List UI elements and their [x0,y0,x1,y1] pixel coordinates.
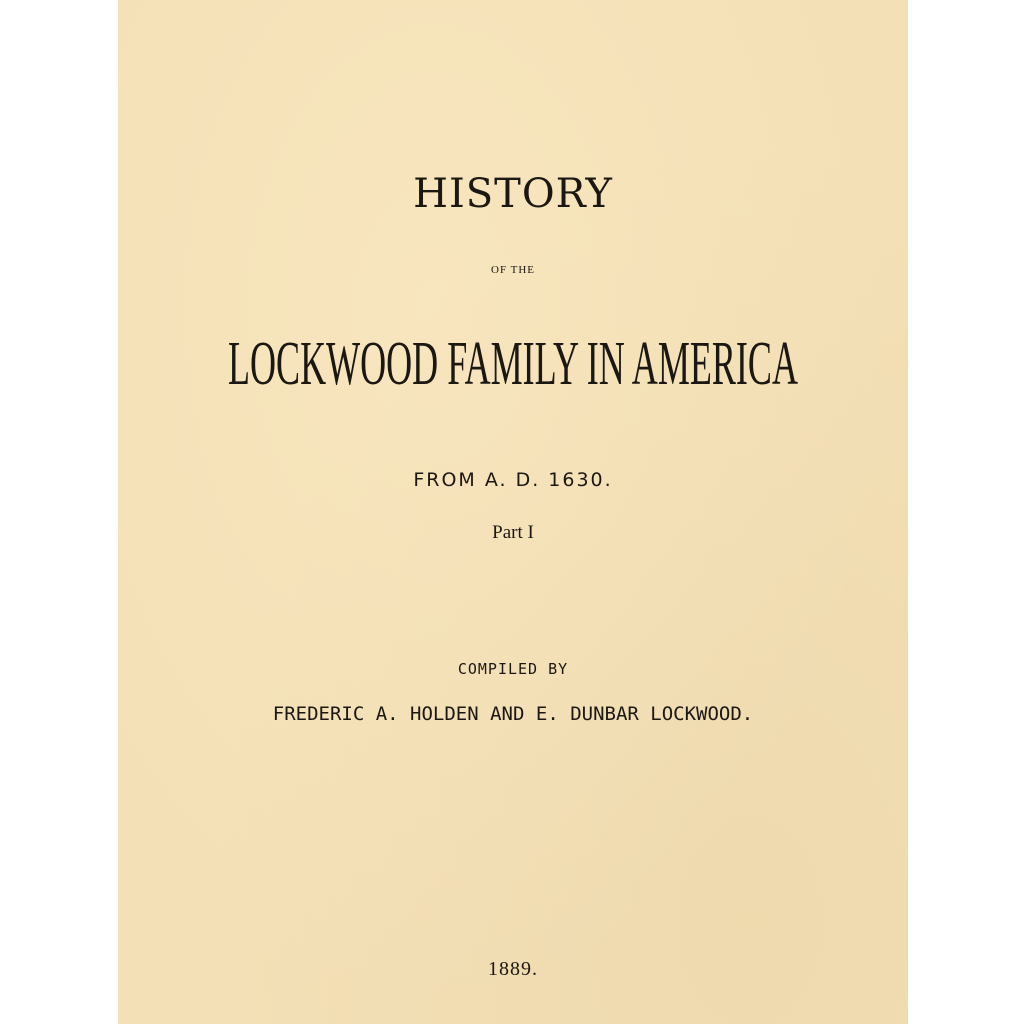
family-title [118,318,908,398]
part-label: Part I [492,522,534,543]
heading-history: HISTORY [413,171,613,217]
date-range: FROM A. D. 1630. [413,469,613,491]
authors-line: FREDERIC A. HOLDEN AND E. DUNBAR LOCKWOOD. [272,703,754,725]
compiled-by-label: COMPILED BY [457,660,569,678]
title-page [118,0,908,1024]
publication-year: 1889. [488,958,538,980]
connector-of-the: OF THE [491,264,535,276]
family-title-text: LOCKWOOD FAMILY IN AMERICA [228,330,799,398]
